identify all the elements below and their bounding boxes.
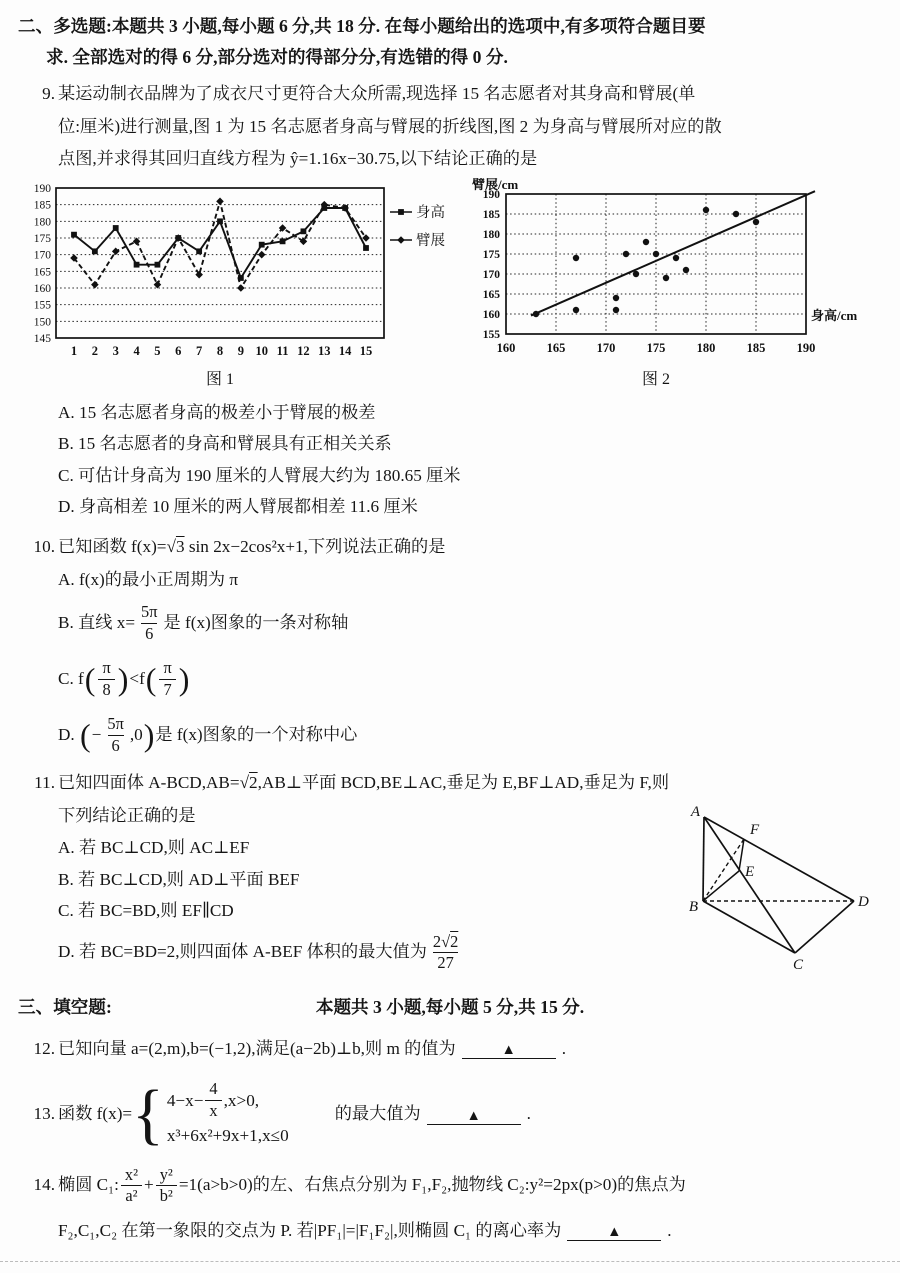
q14-l2-pre: F₂,C₁,C₂ 在第一象限的交点为 P. 若|PF₁|=|F₁F₂|,则椭圆 C₁ 的离心率为 <box>58 1220 562 1240</box>
figure2-scatter-chart <box>456 178 886 395</box>
question-13 <box>10 1073 890 1157</box>
frac-num: π <box>102 658 111 678</box>
scatter-point <box>703 206 709 212</box>
frac-num: y² <box>159 1164 173 1184</box>
q9-stem-text3b: =1.16x−30.75,以下结论正确的是 <box>298 149 538 168</box>
vertex-label-B: B <box>688 899 698 915</box>
x-tick-label: 160 <box>496 340 516 355</box>
q10-option-b <box>58 597 890 649</box>
y-tick-label: 155 <box>482 328 500 341</box>
scatter-point <box>573 306 579 312</box>
question-10 <box>10 531 890 762</box>
q10-sqrt-radicand: 3 <box>175 536 185 556</box>
piecewise-brace: { <box>132 1076 164 1152</box>
figure2-svg <box>456 178 886 390</box>
edge-BE <box>703 871 739 901</box>
paren-open: ( <box>145 661 157 697</box>
q10-d-minus: − <box>91 724 102 744</box>
x-tick-label: 1 <box>70 343 78 358</box>
fraction <box>429 933 462 973</box>
question-11 <box>10 767 890 979</box>
frac-num: π <box>163 658 172 678</box>
question-12 <box>10 1031 890 1067</box>
paren-close: ) <box>117 661 129 697</box>
q10-stem-pre: 已知函数 f(x)= <box>58 536 167 556</box>
vertex-label-F: F <box>750 822 760 838</box>
fraction <box>98 659 114 699</box>
q9-option-c: C. 可估计身高为 190 厘米的人臂展大约为 180.65 厘米 <box>58 465 461 485</box>
q9-stem-text1: 某运动制衣品牌为了成衣尺寸更符合大众所需,现选择 15 名志愿者对其身高和臂展(单 <box>58 84 696 103</box>
q10-d-post: 是 f(x)图象的一个对称中心 <box>155 724 358 744</box>
page-bottom-scan-edge <box>0 1261 900 1262</box>
q9-stem-line2: 位:厘米)进行测量,图 1 为 15 名志愿者身高与臂展的折线图,图 2 为身高与臂展所对应的散 <box>58 116 722 136</box>
q11-number: 11. <box>34 773 55 792</box>
q9-stem-text3a: 点图,并求得其回归直线方程为 <box>58 149 291 168</box>
q10-d-pre: D. <box>58 724 80 744</box>
scatter-point <box>533 310 539 316</box>
section-2-title-line2: 求. 全部选对的得 6 分,部分选对的得部分分,有选错的得 0 分. <box>46 47 508 67</box>
legend-label: 臂展 <box>416 232 445 249</box>
figure1-caption: 图 1 <box>205 370 235 388</box>
q9-option-a: A. 15 名志愿者身高的极差小于臂展的极差 <box>58 402 376 422</box>
q9-regression-yhat: ŷ <box>290 149 299 168</box>
x-tick-label: 10 <box>255 343 268 358</box>
fraction <box>156 1166 177 1206</box>
figures-row <box>16 178 890 395</box>
frac-den: 6 <box>108 735 124 755</box>
section-3-title: 三、填空题: <box>18 996 112 1017</box>
q11-stem-post: ,AB⊥平面 BCD,BE⊥AC,垂足为 E,BF⊥AD,垂足为 F,则 <box>257 773 670 792</box>
q10-stem <box>33 531 890 564</box>
scatter-point <box>633 270 639 276</box>
q12-answer-blank <box>462 1038 556 1060</box>
vertex-label-D: D <box>858 894 869 910</box>
figure2-caption: 图 2 <box>641 370 671 388</box>
q10-option-a: A. f(x)的最小正周期为 π <box>58 570 239 589</box>
scatter-point <box>683 266 689 272</box>
q10-b-pre: B. 直线 x= <box>58 612 136 632</box>
q10-option-d <box>58 709 890 761</box>
vertex-label-C: C <box>792 957 804 973</box>
y-axis-title: 臂展/cm <box>472 177 519 192</box>
frac-num: 5π <box>107 714 124 734</box>
y-tick-label: 170 <box>33 249 51 262</box>
edge-AD <box>704 817 854 901</box>
section-3-subtitle: 本题共 3 小题,每小题 5 分,共 15 分. <box>315 996 585 1017</box>
y-tick-label: 180 <box>33 215 51 228</box>
q10-d-mid: ,0 <box>129 724 143 744</box>
q13-answer-blank <box>427 1104 521 1126</box>
row1-post: ,x>0, <box>223 1090 260 1110</box>
x-tick-label: 165 <box>546 340 566 355</box>
row1-pre: 4−x− <box>166 1090 204 1110</box>
q13-number: 13. <box>33 1104 55 1124</box>
q11-stem-line1 <box>34 767 890 800</box>
y-tick-label: 180 <box>482 228 500 241</box>
answer-triangle: ▲ <box>466 1107 481 1124</box>
y-tick-label: 165 <box>33 265 51 278</box>
x-tick-label: 185 <box>746 340 766 355</box>
series-diamond <box>74 201 366 288</box>
figure1-line-chart <box>16 178 456 395</box>
section-2-header <box>10 0 890 73</box>
y-tick-label: 190 <box>33 182 51 195</box>
fraction <box>121 1166 142 1206</box>
x-tick-label: 4 <box>133 343 140 358</box>
q11-figure <box>664 801 870 985</box>
paren-close: ) <box>143 717 155 753</box>
fraction <box>137 603 161 643</box>
q10-c-pre: C. f <box>58 668 84 688</box>
y-tick-label: 175 <box>482 248 500 261</box>
frac-num: x² <box>124 1164 139 1184</box>
y-tick-label: 175 <box>33 232 51 245</box>
x-tick-label: 2 <box>91 343 98 358</box>
x-tick-label: 7 <box>196 343 203 358</box>
legend-label: 身高 <box>416 204 445 221</box>
frac-den: 6 <box>141 623 157 643</box>
tetrahedron-figure-svg <box>664 801 870 973</box>
scatter-point <box>573 254 579 260</box>
edge-CD <box>795 901 854 953</box>
answer-triangle: ▲ <box>501 1041 516 1058</box>
y-tick-label: 160 <box>33 282 51 295</box>
q12-end: . <box>561 1038 566 1058</box>
q14-plus: + <box>144 1175 154 1195</box>
frac-num <box>429 933 462 952</box>
q9-number: 9. <box>42 84 55 103</box>
section-3-header <box>10 991 890 1023</box>
frac-den: a² <box>121 1185 141 1205</box>
vertex-label-E: E <box>745 864 755 880</box>
scatter-point <box>643 238 649 244</box>
q11-sqrt-radicand: 2 <box>249 773 258 792</box>
q11-d-pre: D. 若 BC=BD=2,则四面体 A-BEF 体积的最大值为 <box>58 942 427 962</box>
question-14 <box>10 1161 890 1251</box>
q12-number: 12. <box>33 1038 55 1058</box>
edge-BF-dashed <box>703 839 744 901</box>
q14-line2 <box>58 1211 890 1251</box>
q13-end: . <box>526 1104 531 1124</box>
scatter-point <box>653 250 659 256</box>
y-tick-label: 165 <box>482 288 500 301</box>
x-tick-label: 13 <box>318 343 331 358</box>
y-tick-label: 190 <box>482 188 500 201</box>
piecewise-row1 <box>167 1079 289 1121</box>
frac-den: b² <box>156 1185 177 1205</box>
y-tick-label: 185 <box>482 208 500 221</box>
answer-triangle: ▲ <box>607 1223 622 1240</box>
q9-stem-line3 <box>58 143 890 176</box>
q10-sqrt-sign: √ <box>166 536 176 556</box>
edge-EF <box>739 839 744 871</box>
q10-b-post: 是 f(x)图象的一条对称轴 <box>163 612 349 632</box>
q9-option-d: D. 身高相差 10 厘米的两人臂展都相差 11.6 厘米 <box>58 497 418 516</box>
vertex-label-A: A <box>690 804 700 820</box>
fraction <box>103 715 127 755</box>
q13-pre: 函数 f(x)= <box>58 1104 133 1124</box>
x-tick-label: 6 <box>175 343 182 358</box>
paren-open: ( <box>80 717 91 753</box>
q9-stem-line1 <box>42 78 890 111</box>
x-tick-label: 3 <box>112 343 119 358</box>
paren-open: ( <box>84 661 96 697</box>
q9-options <box>10 397 890 523</box>
q10-option-c <box>58 649 890 709</box>
piecewise-rows <box>167 1079 289 1150</box>
q11-option-a: A. 若 BC⊥CD,则 AC⊥EF <box>58 838 250 857</box>
scatter-point <box>733 210 739 216</box>
q11-option-b: B. 若 BC⊥CD,则 AD⊥平面 BEF <box>58 869 300 889</box>
frac-den: 8 <box>98 679 114 699</box>
x-tick-label: 9 <box>237 343 244 358</box>
y-tick-label: 145 <box>33 332 51 345</box>
fraction <box>205 1080 221 1120</box>
scatter-point <box>613 306 619 312</box>
frac-den: x <box>205 1100 221 1120</box>
q10-stem-post: sin 2x−2cos²x+1,下列说法正确的是 <box>184 536 446 556</box>
q12-text: 已知向量 a=(2,m),b=(−1,2),满足(a−2b)⊥b,则 m 的值为 <box>58 1038 456 1058</box>
frac-den: 27 <box>433 952 457 972</box>
scatter-point <box>753 218 759 224</box>
question-9 <box>10 78 890 176</box>
q11-stem-line2: 下列结论正确的是 <box>58 805 196 825</box>
frac-num: 4 <box>209 1079 218 1099</box>
scatter-point <box>623 250 629 256</box>
fraction <box>159 659 175 699</box>
q9-option-b: B. 15 名志愿者的身高和臂展具有正相关关系 <box>58 434 392 453</box>
x-tick-label: 15 <box>359 343 373 358</box>
y-tick-label: 155 <box>33 299 51 312</box>
q14-end: . <box>667 1220 672 1240</box>
edge-BC <box>703 901 795 953</box>
q14-line1 <box>33 1161 890 1211</box>
y-tick-label: 150 <box>33 315 51 328</box>
paren-close: ) <box>178 661 190 697</box>
q11-option-c: C. 若 BC=BD,则 EF∥CD <box>58 901 234 920</box>
q13-post: 的最大值为 <box>334 1104 421 1124</box>
frac-num-radicand: 2 <box>450 931 459 951</box>
x-tick-label: 190 <box>796 340 816 355</box>
x-tick-label: 12 <box>297 343 310 358</box>
q11-stem-pre: 已知四面体 A-BCD,AB= <box>58 773 240 792</box>
figure1-svg <box>16 178 456 390</box>
x-tick-label: 11 <box>276 343 289 358</box>
scatter-point <box>613 294 619 300</box>
q14-number: 14. <box>33 1175 55 1195</box>
x-tick-label: 175 <box>646 340 666 355</box>
q11-sqrt-sign: √ <box>239 773 250 792</box>
x-tick-label: 180 <box>696 340 716 355</box>
x-tick-label: 170 <box>596 340 616 355</box>
q10-number: 10. <box>33 536 55 556</box>
q14-l1-post: =1(a>b>0)的左、右焦点分别为 F₁,F₂,抛物线 C₂:y²=2px(p>0)的焦点为 <box>178 1175 686 1195</box>
x-tick-label: 8 <box>216 343 224 358</box>
y-tick-label: 160 <box>482 308 500 321</box>
y-tick-label: 170 <box>482 268 500 281</box>
regression-line <box>531 191 815 315</box>
q14-answer-blank <box>567 1220 661 1242</box>
frac-den: 7 <box>159 679 175 699</box>
x-tick-label: 5 <box>154 343 161 358</box>
scatter-point <box>673 254 679 260</box>
section-2-title-line1: 二、多选题:本题共 3 小题,每小题 6 分,共 18 分. 在每小题给出的选项中,有多项符合题目要 <box>18 16 706 36</box>
y-tick-label: 185 <box>33 199 51 212</box>
q14-l1-pre: 椭圆 C₁: <box>58 1175 119 1195</box>
piecewise-row2: x³+6x²+9x+1,x≤0 <box>166 1126 289 1145</box>
frac-num: 5π <box>141 602 158 622</box>
x-axis-title: 身高/cm <box>811 307 858 323</box>
frac-num-pre: 2√ <box>432 931 451 951</box>
edge-AB <box>703 817 704 901</box>
q10-c-mid: <f <box>129 668 145 688</box>
x-tick-label: 14 <box>338 343 352 358</box>
scatter-point <box>663 274 669 280</box>
